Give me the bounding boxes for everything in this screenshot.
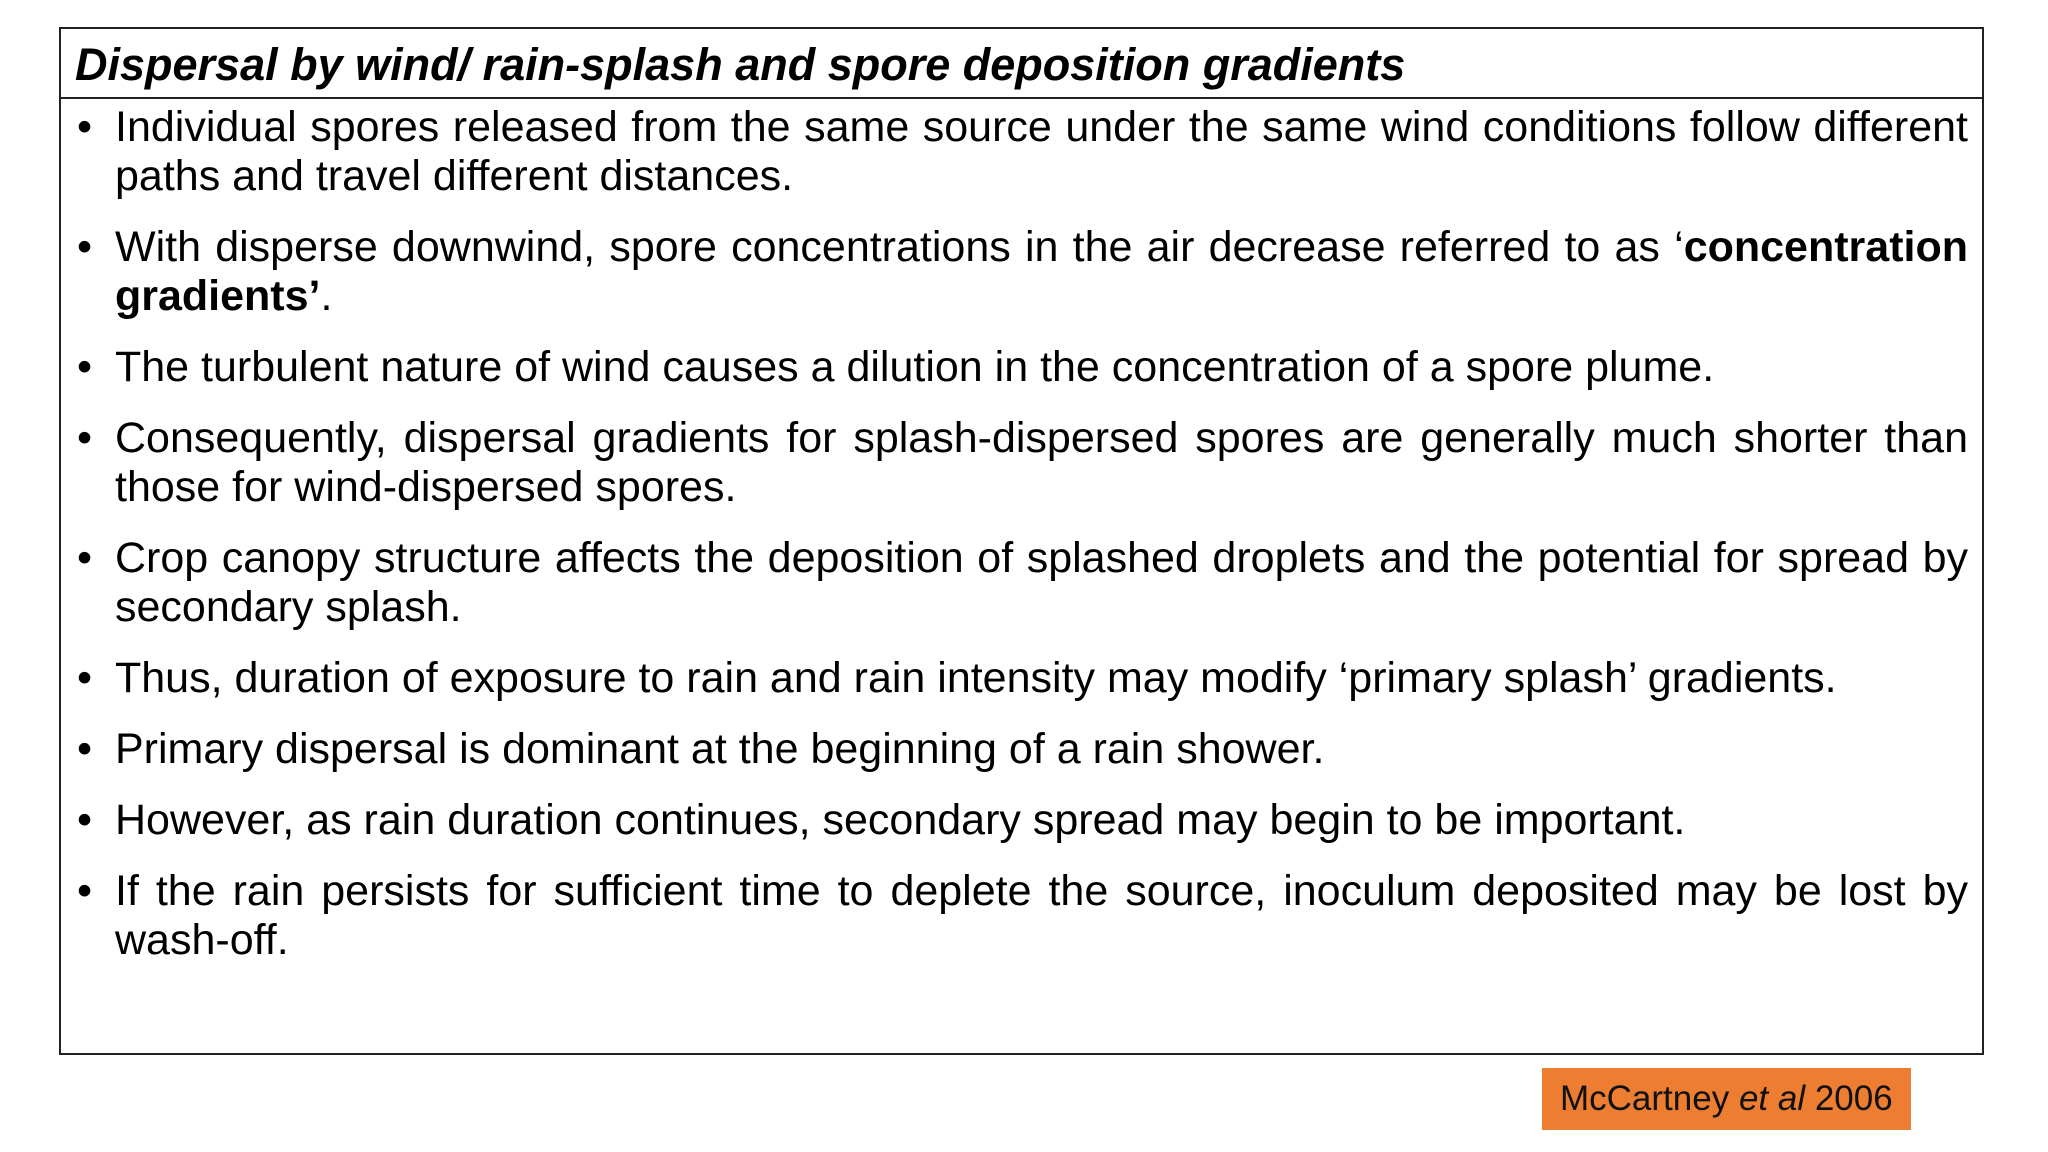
bullet-dot-icon: • bbox=[77, 223, 93, 271]
bullet-text: The turbulent nature of wind causes a dilution in the concentration of a spore plume. bbox=[115, 343, 1715, 391]
bullet-text-end: . bbox=[320, 272, 333, 320]
bullet-item bbox=[75, 654, 1968, 703]
bullet-dot-icon: • bbox=[77, 654, 93, 702]
title-bar bbox=[61, 29, 1982, 99]
bullet-bold-term: concentration gradients’ bbox=[115, 223, 1968, 320]
bullet-text: Primary dispersal is dominant at the beginning of a rain shower. bbox=[115, 725, 1325, 773]
slide-title: Dispersal by wind/ rain-splash and spore deposition gradients bbox=[75, 39, 1406, 90]
bullet-item bbox=[75, 534, 1968, 632]
citation-badge bbox=[1542, 1068, 1911, 1130]
content-box bbox=[59, 27, 1984, 1055]
citation-author: McCartney bbox=[1560, 1079, 1739, 1118]
bullet-dot-icon: • bbox=[77, 343, 93, 391]
bullet-dot-icon: • bbox=[77, 867, 93, 915]
bullet-dot-icon: • bbox=[77, 796, 93, 844]
bullet-dot-icon: • bbox=[77, 534, 93, 582]
citation-year: 2006 bbox=[1805, 1079, 1893, 1118]
bullet-item bbox=[75, 867, 1968, 965]
bullet-text: Consequently, dispersal gradients for splash-dispersed spores are generally much shorter than those for wind-dispersed spores. bbox=[115, 414, 1968, 511]
bullet-item bbox=[75, 796, 1968, 845]
bullet-text: With disperse downwind, spore concentrations in the air decrease referred to as ‘ bbox=[115, 223, 1684, 271]
bullet-item bbox=[75, 725, 1968, 774]
bullet-text: Crop canopy structure affects the deposition of splashed droplets and the potential for spread by secondary splash. bbox=[115, 534, 1968, 631]
bullet-text: However, as rain duration continues, secondary spread may begin to be important. bbox=[115, 796, 1686, 844]
bullet-item bbox=[75, 103, 1968, 201]
bullet-dot-icon: • bbox=[77, 414, 93, 462]
bullet-item bbox=[75, 414, 1968, 512]
citation-etal: et al bbox=[1738, 1079, 1806, 1118]
bullet-list bbox=[61, 99, 1982, 965]
bullet-text: Thus, duration of exposure to rain and rain intensity may modify ‘primary splash’ gradients. bbox=[115, 654, 1837, 702]
bullet-dot-icon: • bbox=[77, 103, 93, 151]
bullet-text: If the rain persists for sufficient time to deplete the source, inoculum deposited may be lost by wash-off. bbox=[115, 867, 1968, 964]
bullet-dot-icon: • bbox=[77, 725, 93, 773]
bullet-item bbox=[75, 343, 1968, 392]
bullet-item bbox=[75, 223, 1968, 321]
bullet-text: Individual spores released from the same source under the same wind conditions follow different paths and travel different distances. bbox=[115, 103, 1968, 200]
